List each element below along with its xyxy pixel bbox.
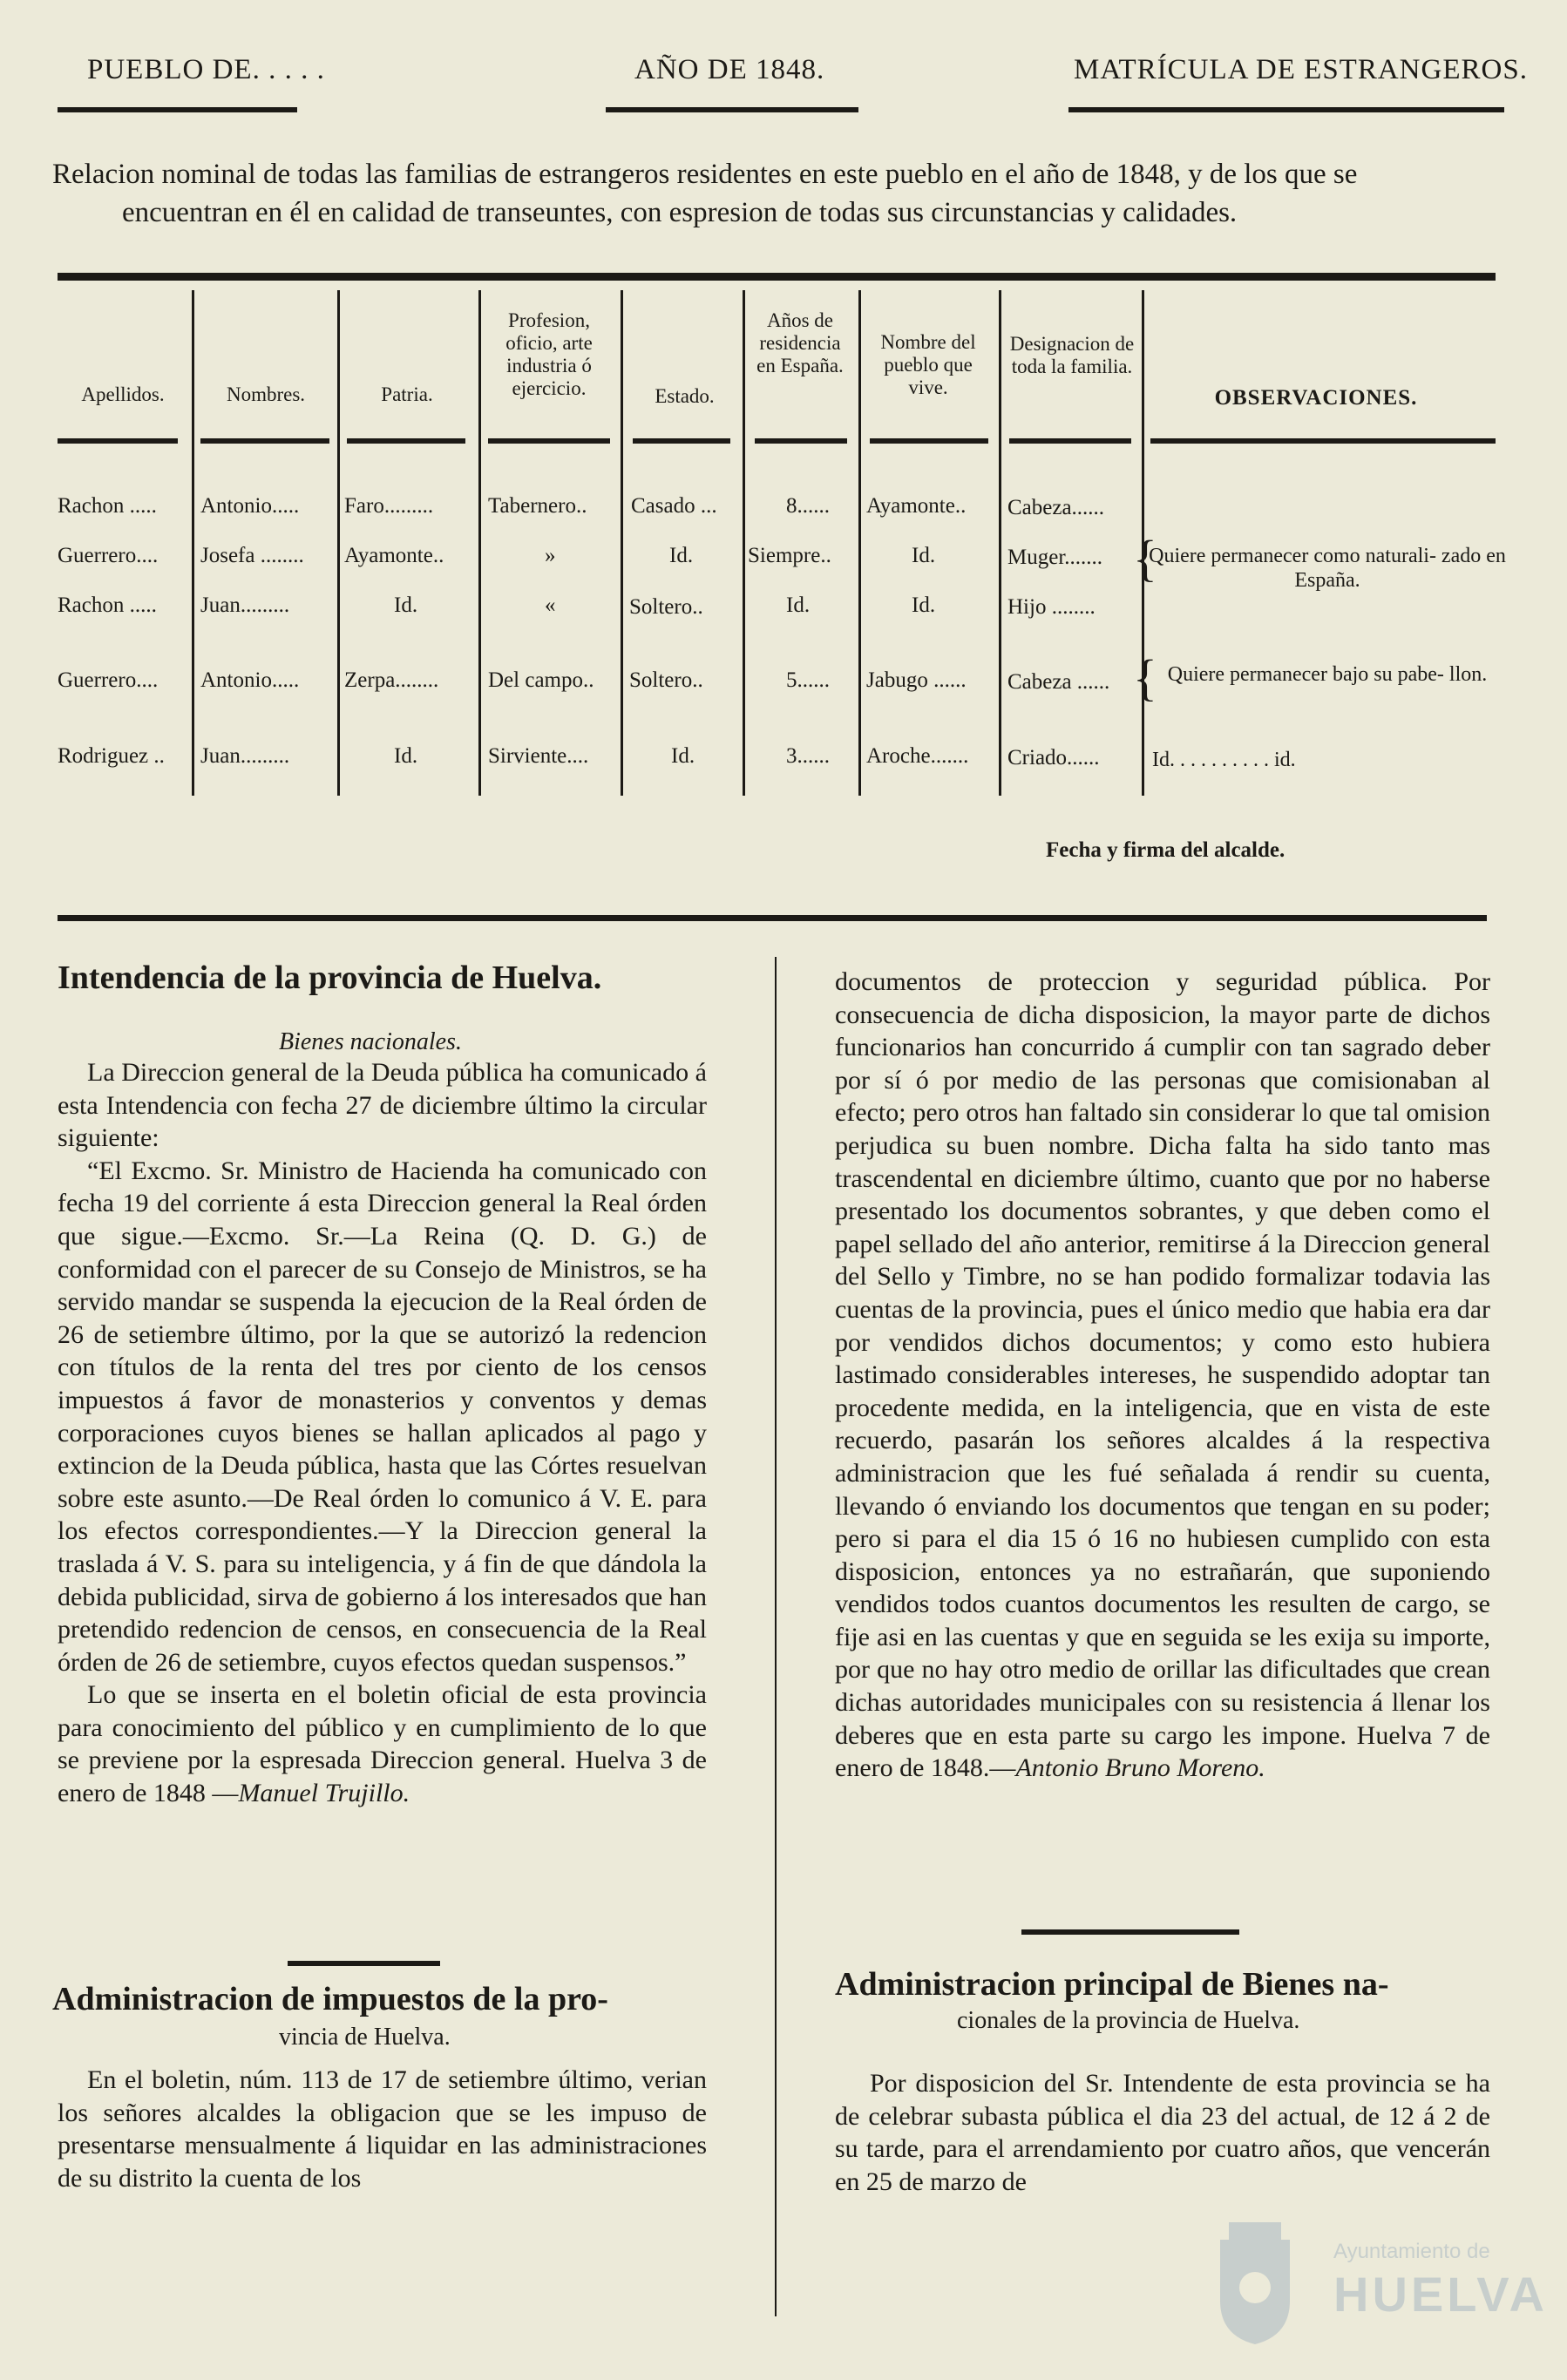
header-underline bbox=[347, 438, 465, 444]
cell-patria: Id. bbox=[394, 593, 418, 617]
cell-anos: Id. bbox=[786, 593, 811, 617]
cell-profesion: Del campo.. bbox=[488, 668, 594, 692]
col-header-estado: Estado. bbox=[655, 385, 715, 407]
cell-estado: Casado ... bbox=[631, 494, 717, 518]
header-underline bbox=[633, 438, 730, 444]
column-divider bbox=[999, 290, 1001, 796]
paragraph: La Direccion general de la Deuda pública ha comunicado á esta Intendencia con fecha 27 de diciembre último la circular siguiente: bbox=[58, 1058, 707, 1153]
header-underline bbox=[1150, 438, 1496, 444]
header-matricula: MATRÍCULA DE ESTRANGEROS. bbox=[1074, 54, 1528, 85]
observacion-1: Quiere permanecer como naturali- zado en España. bbox=[1149, 545, 1506, 592]
signature: Antonio Bruno Moreno. bbox=[1015, 1753, 1265, 1783]
impuestos-body bbox=[58, 2064, 707, 2194]
header-underline bbox=[1009, 438, 1131, 444]
section-title-bienes-nacionales: Administracion principal de Bienes na- bbox=[835, 1966, 1389, 2003]
watermark-text-1: Ayuntamiento de bbox=[1333, 2240, 1490, 2263]
column-divider bbox=[621, 290, 623, 796]
cell-profesion: « bbox=[545, 593, 556, 617]
cell-patria: Faro......... bbox=[344, 494, 434, 518]
cell-patria: Ayamonte.. bbox=[344, 544, 444, 567]
col-header-patria: Patria. bbox=[381, 383, 433, 405]
paragraph: Por disposicion del Sr. Intendente de esta provincia se ha de celebrar subasta pública el dia 23 del actual, de 12 á 2 de su tarde, para el arrendamiento por cuatro años, que vencerán en 25 de marzo de bbox=[835, 2069, 1490, 2196]
cell-apellidos: Guerrero.... bbox=[58, 544, 159, 567]
col-header-nombres: Nombres. bbox=[226, 383, 306, 405]
intendencia-body bbox=[58, 1056, 707, 1810]
column-divider bbox=[478, 290, 481, 796]
column-divider bbox=[337, 290, 340, 796]
cell-patria: Zerpa........ bbox=[344, 668, 439, 692]
signature-line: Fecha y firma del alcalde. bbox=[1046, 838, 1285, 862]
observacion-3: Id. . . . . . . . . . id. bbox=[1152, 749, 1296, 771]
header-underline bbox=[755, 438, 847, 444]
table-top-rule bbox=[58, 273, 1496, 281]
cell-estado: Soltero.. bbox=[629, 668, 703, 692]
cell-pueblo: Id. bbox=[912, 544, 936, 567]
section-divider bbox=[288, 1961, 440, 1966]
col-header-designacion: Designacion de toda la familia. bbox=[1009, 333, 1135, 377]
cell-apellidos: Rodriguez .. bbox=[58, 744, 165, 768]
header-town: PUEBLO DE. . . . . bbox=[87, 54, 325, 85]
cell-patria: Id. bbox=[394, 744, 418, 768]
observacion-2: Quiere permanecer bajo su pabe- llon. bbox=[1167, 663, 1488, 686]
section-title-impuestos: Administracion de impuestos de la pro- bbox=[52, 1981, 608, 2017]
header-rule-left bbox=[58, 107, 297, 112]
cell-nombres: Juan......... bbox=[200, 744, 290, 768]
lead-line-1: Relacion nominal de todas las familias de estrangeros residentes en este pueblo en el año de 1848, y de los que se bbox=[52, 159, 1358, 190]
lead-paragraph bbox=[52, 155, 1516, 232]
cell-estado: Id. bbox=[671, 744, 695, 768]
header-year: AÑO DE 1848. bbox=[634, 54, 825, 85]
section-title-bienes-nacionales-2: cionales de la provincia de Huelva. bbox=[957, 2007, 1300, 2034]
cell-anos: 3...... bbox=[786, 744, 830, 768]
section-subtitle-bienes: Bienes nacionales. bbox=[279, 1028, 462, 1055]
cell-anos: 5...... bbox=[786, 668, 830, 692]
col-header-pueblo: Nombre del pueblo que vive. bbox=[880, 331, 976, 398]
brace: { bbox=[1133, 649, 1157, 706]
column-divider bbox=[743, 290, 745, 796]
paragraph: En el boletin, núm. 113 de 17 de setiembre último, verian los señores alcaldes la obligacion que se les impuso de presentarse mensualmente á liquidar en las administraciones de su distrito la cuenta de los bbox=[58, 2065, 707, 2193]
cell-estado: Id. bbox=[669, 544, 694, 567]
cell-designacion: Cabeza ...... bbox=[1007, 670, 1110, 694]
cell-profesion: » bbox=[545, 544, 556, 567]
paragraph: “El Excmo. Sr. Ministro de Hacienda ha comunicado con fecha 19 del corriente á esta Direccion general la Real órden que sigue.—Excmo. Sr.—La Reina (Q. D. G.) de conformidad con el parecer de su Consejo de Ministros, se ha servido mandar se suspenda la ejecucion de la Real órden de 26 de setiembre último, por la que se autorizó la redencion con títulos de la renta del tres por ciento de los censos impuestos á favor de monasterios y conventos y demas corporaciones cuyos bienes se hallan aplicados al pago y extincion de la Deuda pública, hasta que las Córtes resuelvan sobre este asunto.—De Real órden lo comunico á V. E. para los efectos correspondientes.—Y la Direccion general la traslada á V. S. para su inteligencia, y á fin de que dándola la debida publicidad, sirva de gobierno á los interesados que han pretendido redencion de censos, en consecuencia de la Real órden de 26 de setiembre, cuyos efectos quedan suspensos.” bbox=[58, 1156, 707, 1677]
col-header-apellidos: Apellidos. bbox=[81, 383, 165, 405]
cell-nombres: Juan......... bbox=[200, 593, 290, 617]
header-rule-center bbox=[606, 107, 858, 112]
section-title-intendencia: Intendencia de la provincia de Huelva. bbox=[58, 959, 602, 996]
cell-pueblo: Ayamonte.. bbox=[866, 494, 967, 518]
watermark-text-2: HUELVA bbox=[1333, 2267, 1548, 2322]
subasta-body bbox=[835, 2067, 1490, 2198]
header-underline bbox=[200, 438, 329, 444]
cell-nombres: Antonio..... bbox=[200, 494, 300, 518]
paragraph-text: documentos de proteccion y seguridad pública. Por consecuencia de dicha disposicion, la mayor parte de dichos funcionarios han concurrido á cumplir con tan sagrado deber por sí ó por medio de las personas que comisionaban al efecto; pero otros han faltado sin considerar lo que tal omision perjudica su buen nombre. Dicha falta ha sido tanto mas trascendental en diciembre último, cuanto que por no haberse presentado los documentos sobrantes, y que deben como el papel sellado del año anterior, remitirse á la Direccion general del Sello y Timbre, no se han podido formalizar todavia las cuentas de la provincia, pues el único medio que habia era dar por vendidos dichos documentos; y como esto hubiera lastimado considerables intereses, he suspendido adoptar tan procedente medida, en la inteligencia, que en vista de este recuerdo, pasarán los señores alcaldes á la respectiva administracion que les fué señalada á rendir su cuenta, llevando ó enviando los documentos que tengan en su poder; pero si para el dia 15 ó 16 no hubiesen cumplido con esta disposicion, entonces ya no estrañarán, que suponiendo vendidos todos cuantos documentos les resulten de cargo, se fije asi en las cuentas y que en seguida se les exija su importe, por que no hay otro medio de orillar las dificultades que crean dichas autoridades municipales con su resistencia á llenar los deberes que en esta parte su cargo les impone. Huelva 7 de enero de 1848.— bbox=[835, 967, 1490, 1783]
brace: { bbox=[1133, 530, 1157, 587]
paragraph bbox=[58, 1678, 707, 1809]
table-bottom-rule bbox=[58, 915, 1487, 921]
section-title-impuestos-2: vincia de Huelva. bbox=[279, 2024, 451, 2051]
section-divider bbox=[1021, 1929, 1239, 1935]
cell-apellidos: Rachon ..... bbox=[58, 593, 157, 617]
header-underline bbox=[58, 438, 178, 444]
header-rule-right bbox=[1068, 107, 1504, 112]
cell-designacion: Cabeza...... bbox=[1007, 496, 1105, 519]
header-underline bbox=[870, 438, 988, 444]
cell-pueblo: Jabugo ...... bbox=[866, 668, 967, 692]
paragraph-text: Lo que se inserta en el boletin oficial de esta provincia para conocimiento del público y en cumplimiento de lo que se previene por la espresada Direccion general. Huelva 3 de enero de 1848 — bbox=[58, 1680, 707, 1808]
column-separator bbox=[775, 957, 777, 2316]
cell-designacion: Muger....... bbox=[1007, 546, 1103, 569]
lead-line-2: encuentran en él en calidad de transeuntes, con espresion de todas sus circunstancias y calidades. bbox=[122, 197, 1238, 228]
cell-apellidos: Guerrero.... bbox=[58, 668, 159, 692]
cell-nombres: Josefa ........ bbox=[200, 544, 304, 567]
paragraph bbox=[835, 966, 1490, 1785]
ayuntamiento-logo bbox=[1203, 2205, 1548, 2353]
right-column-body bbox=[835, 966, 1490, 1785]
cell-apellidos: Rachon ..... bbox=[58, 494, 157, 518]
cell-nombres: Antonio..... bbox=[200, 668, 300, 692]
cell-designacion: Criado...... bbox=[1007, 746, 1100, 770]
column-divider bbox=[192, 290, 194, 796]
header-underline bbox=[488, 438, 610, 444]
cell-profesion: Sirviente.... bbox=[488, 744, 589, 768]
cell-pueblo: Id. bbox=[912, 593, 936, 617]
cell-designacion: Hijo ........ bbox=[1007, 595, 1096, 619]
signature: Manuel Trujillo. bbox=[238, 1779, 410, 1808]
cell-profesion: Tabernero.. bbox=[488, 494, 587, 518]
col-header-anos: Años de residencia en España. bbox=[756, 309, 844, 376]
cell-estado: Soltero.. bbox=[629, 595, 703, 619]
cell-pueblo: Aroche....... bbox=[866, 744, 969, 768]
col-header-observaciones: OBSERVACIONES. bbox=[1214, 386, 1418, 410]
column-divider bbox=[858, 290, 861, 796]
cell-anos: 8...... bbox=[786, 494, 830, 518]
cell-anos: Siempre.. bbox=[748, 544, 831, 567]
col-header-profesion: Profesion, oficio, arte industria ó ejercicio. bbox=[505, 309, 593, 399]
